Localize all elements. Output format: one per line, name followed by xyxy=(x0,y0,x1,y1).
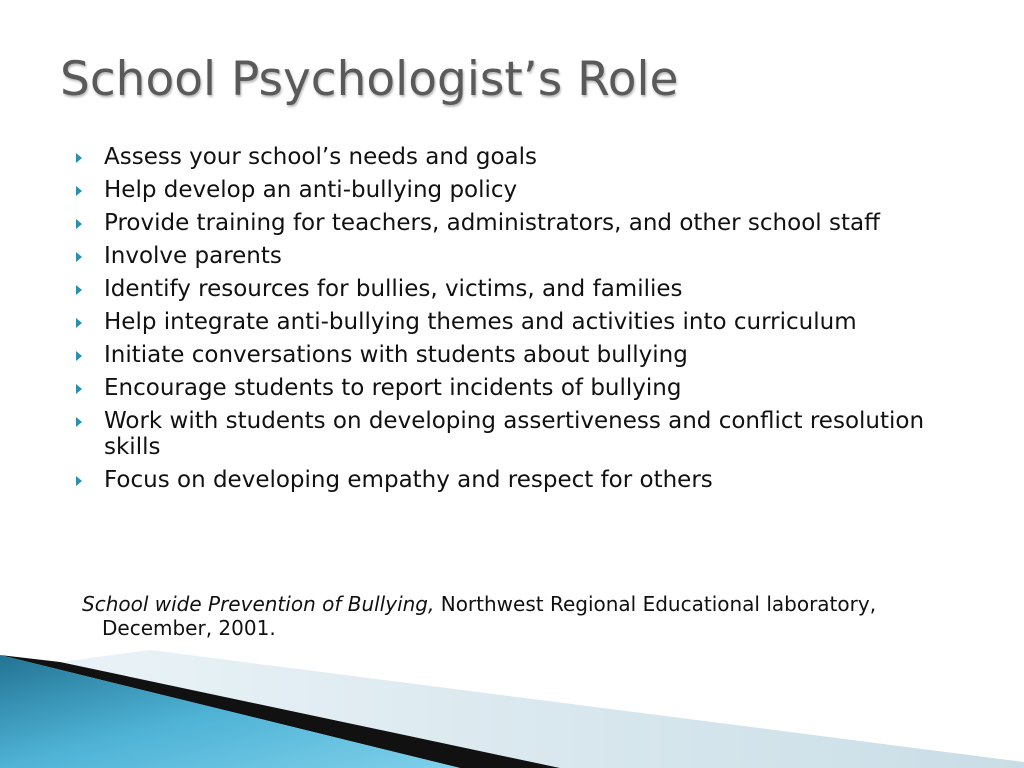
bullet-item xyxy=(74,375,964,401)
bullet-item xyxy=(74,144,964,170)
bullet-item xyxy=(74,309,964,335)
bullet-item xyxy=(74,467,964,493)
triangle-right-icon xyxy=(76,153,82,163)
bullet-text: Initiate conversations with students about bullying xyxy=(104,342,688,368)
citation-source-title: School wide Prevention of Bullying, xyxy=(82,592,435,616)
bullet-item xyxy=(74,408,964,460)
bullet-item xyxy=(74,177,964,203)
citation-source-rest: Northwest Regional Educational laboratory, December, 2001. xyxy=(102,592,877,640)
teal-wedge xyxy=(0,648,460,768)
triangle-right-icon xyxy=(76,186,82,196)
dark-band xyxy=(0,655,560,768)
bullet-text: Encourage students to report incidents of bullying xyxy=(104,375,682,401)
bullet-text: Identify resources for bullies, victims, and families xyxy=(104,276,683,302)
triangle-right-icon xyxy=(76,318,82,328)
bullet-text: Help integrate anti-bullying themes and activities into curriculum xyxy=(104,309,857,335)
bullet-item xyxy=(74,342,964,368)
bullet-list xyxy=(74,144,964,500)
bullet-text: Work with students on developing assertiveness and conflict resolution skills xyxy=(104,408,925,460)
bullet-text: Help develop an anti-bullying policy xyxy=(104,177,518,203)
triangle-right-icon xyxy=(76,219,82,229)
bullet-item xyxy=(74,243,964,269)
bullet-item xyxy=(74,276,964,302)
slide-title: School Psychologist’s Role xyxy=(60,52,679,107)
citation xyxy=(82,592,932,640)
triangle-right-icon xyxy=(76,384,82,394)
triangle-right-icon xyxy=(76,351,82,361)
triangle-right-icon xyxy=(76,285,82,295)
bullet-text: Provide training for teachers, administrators, and other school staff xyxy=(104,210,880,236)
light-band xyxy=(60,650,1024,768)
triangle-right-icon xyxy=(76,252,82,262)
triangle-right-icon xyxy=(76,417,82,427)
bullet-text: Assess your school’s needs and goals xyxy=(104,144,537,170)
bullet-text: Focus on developing empathy and respect for others xyxy=(104,467,713,493)
bullet-item xyxy=(74,210,964,236)
triangle-right-icon xyxy=(76,476,82,486)
bullet-text: Involve parents xyxy=(104,243,282,269)
